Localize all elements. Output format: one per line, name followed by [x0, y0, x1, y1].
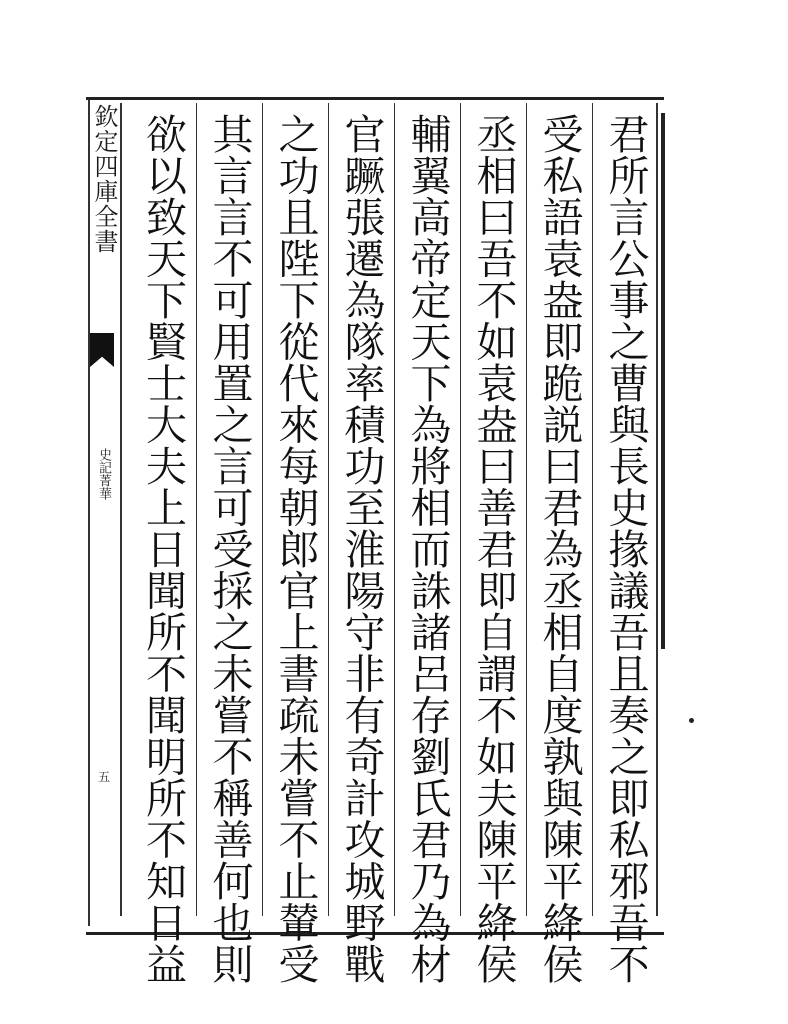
- text-column-5: [328, 103, 394, 985]
- text-columns: [120, 103, 658, 985]
- column-text: 受私語袁盎即跪説曰君為丞相自度孰與陳平絳侯: [535, 113, 584, 985]
- column-text: 丞相曰吾不如袁盎曰善君即自謂不如夫陳平絳侯: [469, 113, 518, 985]
- text-column-1: [592, 103, 658, 985]
- text-column-4: [394, 103, 460, 985]
- text-column-7: [196, 103, 262, 985]
- column-text: 之功且陛下從代來每朝郎官上書疏未嘗不止輦受: [271, 113, 320, 985]
- column-text: 輔翼高帝定天下為將相而誅諸呂存劉氏君乃為材: [403, 113, 452, 985]
- gutter-title: 欽定四庫全書: [90, 104, 118, 254]
- column-text: 君所言公事之曹與長史掾議吾且奏之即私邪吾不: [601, 113, 650, 985]
- ink-speck: [689, 718, 694, 723]
- outer-right-rule: [661, 113, 665, 649]
- text-column-2: [526, 103, 592, 985]
- gutter-subtitle: 史記菁華: [96, 448, 111, 500]
- text-column-6: [262, 103, 328, 985]
- column-text: 欲以致天下賢士大夫上日聞所不聞明所不知日益: [139, 113, 187, 985]
- column-text: 官蹶張遷為隊率積功至淮陽守非有奇計攻城野戰: [337, 113, 386, 985]
- text-column-8: [130, 103, 196, 985]
- text-column-3: [460, 103, 526, 985]
- column-text: 其言言不可用置之言可受採之未嘗不稱善何也則: [205, 113, 254, 985]
- gutter-page-number: 五: [98, 770, 111, 784]
